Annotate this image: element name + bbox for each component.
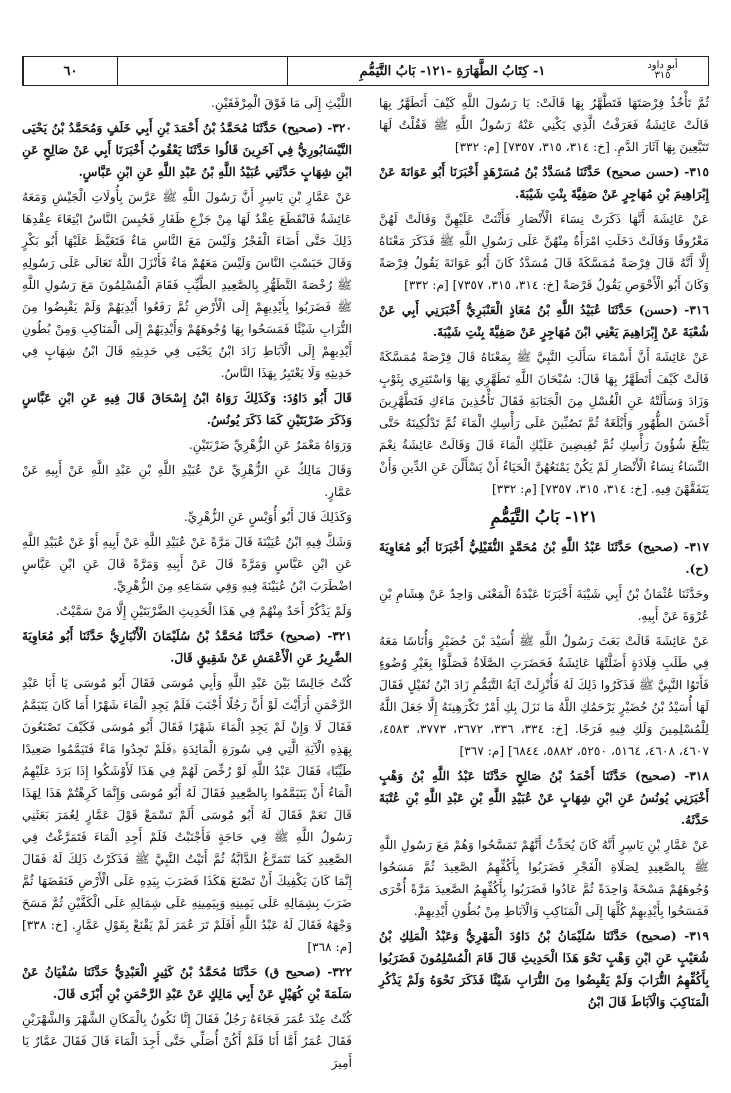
chapter-heading: ١٢١- بَابُ التَّيَمُّمِ (490, 507, 598, 526)
book-page: ٣١٥ (654, 70, 671, 81)
note-line: وَقَالَ مَالِكٌ عَنِ الزُّهْرِيِّ عَنْ عُبَيْدِ اللَّهِ بْنِ عَبْدِ اللَّهِ عَنْ أَبِيهِ عَنْ عَمَّارٍ. (22, 463, 352, 499)
hadith-321-matn: كُنْتُ جَالِسًا بَيْنَ عَبْدِ اللَّهِ وَأَبِي مُوسَى فَقَالَ أَبُو مُوسَى يَا أَبَا عَبْدِ الرَّحْمَنِ أَرَأَيْتَ لَوْ أَنَّ رَجُلًا أَجْنَبَ فَلَمْ يَجِدِ الْمَاءَ شَهْرًا أَمَا كَانَ يَتَيَمَّمُ فَقَالَ لَا وَإِنْ لَمْ يَجِدِ الْمَاءَ شَهْرًا فَقَالَ أَبُو مُوسَى فَكَيْفَ تَصْنَعُونَ بِهَذِهِ الْآيَةِ الَّتِي فِي سُورَةِ الْمَائِدَةِ ﴿فَلَمْ تَجِدُوا مَاءً فَتَيَمَّمُوا صَعِيدًا طَيِّبًا﴾ فَقَالَ عَبْدُ اللَّهِ لَوْ رُخِّصَ لَهُمْ فِي هَذَا لَأَوْشَكُوا إِذَا بَرَدَ عَلَيْهِمُ الْمَاءُ أَنْ يَتَيَمَّمُوا بِالصَّعِيدِ فَقَالَ لَهُ أَبُو مُوسَى وَإِنَّمَا كَرِهْتُمْ هَذَا لِهَذَا قَالَ نَعَمْ فَقَالَ لَهُ أَبُو مُوسَى أَلَمْ تَسْمَعْ قَوْلَ عَمَّارٍ لِعُمَرَ بَعَثَنِي رَسُولُ اللَّهِ ﷺ فِي حَاجَةٍ فَأَجْنَبْتُ فَلَمْ أَجِدِ الْمَاءَ فَتَمَرَّغْتُ فِي الصَّعِيدِ كَمَا تَتَمَرَّغُ الدَّابَّةُ ثُمَّ أَتَيْتُ النَّبِيَّ ﷺ فَذَكَرْتُ ذَلِكَ لَهُ فَقَالَ إِنَّمَا كَانَ يَكْفِيكَ أَنْ تَصْنَعَ هَكَذَا فَضَرَبَ بِيَدِهِ عَلَى الْأَرْضِ فَنَفَضَهَا ثُمَّ ضَرَبَ بِشِمَالِهِ عَلَى يَمِينِهِ وَبِيَمِينِهِ عَلَى شِمَالِهِ عَلَى الْكَفَّيْنِ ثُمَّ مَسَحَ وَجْهَهُ فَقَالَ لَهُ عَبْدُ اللَّهِ أَفَلَمْ تَرَ عُمَرَ لَمْ يَقْنَعْ بِقَوْلِ عَمَّارٍ. [خ: ٣٣٨] [م: ٣٦٨] (22, 676, 352, 954)
abu-dawud-note: قَالَ أَبُو دَاوُدَ: وَكَذَلِكَ رَوَاهُ ابْنُ إِسْحَاقَ قَالَ فِيهِ عَنِ ابْنِ عَبَّاسٍ وَذَكَرَ ضَرْبَتَيْنِ كَمَا ذَكَرَ يُونُسُ. (22, 391, 352, 427)
book-name: أبو داود (647, 59, 678, 71)
hadith-320-matn: عَنْ عَمَّارِ بْنِ يَاسِرٍ أَنَّ رَسُولَ اللَّهِ ﷺ عَرَّسَ بِأُولَاتِ الْجَيْشِ وَمَعَهُ عَائِشَةُ فَانْقَطَعَ عِقْدٌ لَهَا مِنْ جَزْعِ ظَفَارِ فَحُبِسَ النَّاسُ ابْتِغَاءَ عِقْدِهَا ذَلِكَ حَتَّى أَضَاءَ الْفَجْرُ وَلَيْسَ مَعَ النَّاسِ مَاءٌ فَتَغَيَّظَ عَلَيْهَا أَبُو بَكْرٍ وَقَالَ حَبَسْتِ النَّاسَ وَلَيْسَ مَعَهُمْ مَاءٌ فَأَنْزَلَ اللَّهُ تَعَالَى عَلَى رَسُولِهِ ﷺ رُخْصَةَ التَّطَهُّرِ بِالصَّعِيدِ الطَّيِّبِ فَقَامَ الْمُسْلِمُونَ مَعَ رَسُولِ اللَّهِ ﷺ فَضَرَبُوا بِأَيْدِيهِمْ إِلَى الْأَرْضِ ثُمَّ رَفَعُوا أَيْدِيَهُمْ وَلَمْ يَقْبِضُوا مِنَ التُّرَابِ شَيْئًا فَمَسَحُوا بِهَا وُجُوهَهُمْ وَأَيْدِيَهُمْ إِلَى الْمَنَاكِبِ وَمِنْ بُطُونِ أَيْدِيهِمْ إِلَى الْآبَاطِ زَادَ ابْنُ يَحْيَى فِي حَدِيثِهِ قَالَ ابْنُ شِهَابٍ فِي حَدِيثِهِ وَلَا يَعْتَبِرُ بِهَذَا النَّاسُ. (22, 190, 352, 380)
book-marker (617, 57, 708, 85)
hadith-317-isnad-2: وحَدَّثَنَا عُثْمَانُ بْنُ أَبِي شَيْبَةَ أَخْبَرَنَا عَبْدَةُ الْمَعْنَى وَاحِدٌ عَنْ هِشَامِ بْنِ عُرْوَةَ عَنْ أَبِيهِ. (379, 587, 709, 623)
hadith-318-matn: عَنْ عَمَّارِ بْنِ يَاسِرٍ أَنَّهُ كَانَ يُحَدِّثُ أَنَّهُمْ تَمَسَّحُوا وَهُمْ مَعَ رَسُولِ اللَّهِ ﷺ بِالصَّعِيدِ لِصَلَاةِ الْفَجْرِ فَضَرَبُوا بِأَكُفِّهِمُ الصَّعِيدَ ثُمَّ مَسَحُوا وُجُوهَهُمْ مَسْحَةً وَاحِدَةً ثُمَّ عَادُوا فَضَرَبُوا بِأَكُفِّهِمُ الصَّعِيدَ مَرَّةً أُخْرَى فَمَسَحُوا بِأَيْدِيهِمْ كُلِّهَا إِلَى الْمَنَاكِبِ وَالْآبَاطِ مِنْ بُطُونِ أَيْدِيهِمْ. (379, 838, 709, 918)
running-header (22, 56, 709, 86)
hadith-317-matn: عَنْ عَائِشَةَ قَالَتْ بَعَثَ رَسُولُ اللَّهِ ﷺ أُسَيْدَ بْنَ حُضَيْرٍ وَأُنَاسًا مَعَهُ فِي طَلَبِ قِلَادَةٍ أَضَلَّتْهَا عَائِشَةُ فَحَضَرَتِ الصَّلَاةُ فَصَلَّوْا بِغَيْرِ وُضُوءٍ فَأَتَوُا النَّبِيَّ ﷺ فَذَكَرُوا ذَلِكَ لَهُ فَأُنْزِلَتْ آيَةُ التَّيَمُّمِ زَادَ ابْنُ نُفَيْلٍ فَقَالَ لَهَا أُسَيْدُ بْنُ حُضَيْرٍ يَرْحَمُكِ اللَّهُ مَا نَزَلَ بِكِ أَمْرٌ تَكْرَهِينَهُ إِلَّا جَعَلَ اللَّهُ لِلْمُسْلِمِينَ وَلَكِ فِيهِ فَرَجًا. [خ: ٣٣٤، ٣٣٦، ٣٦٧٢، ٣٧٧٣، ٤٥٨٣، ٤٦٠٧، ٤٦٠٨، ٥١٦٤، ٥٢٥٠، ٥٨٨٢، ٦٨٤٤] [م: ٣٦٧] (379, 634, 709, 758)
hadith-322-isnad: ٣٢٢- (صحيح ق) حَدَّثَنَا مُحَمَّدُ بْنُ كَثِيرٍ الْعَبْدِيُّ حَدَّثَنَا سُفْيَانُ عَنْ سَلَمَةَ بْنِ كُهَيْلٍ عَنْ أَبِي مَالِكٍ عَنْ عَبْدِ الرَّحْمَنِ بْنِ أَبْزَى قَالَ. (22, 965, 352, 1001)
hadith-315-isnad: ٣١٥- (حسن صحيح) حَدَّثَنَا مُسَدَّدُ بْنُ مُسَرْهَدٍ أَخْبَرَنَا أَبُو عَوَانَةَ عَنْ إِبْرَاهِيمَ بْنِ مُهَاجِرٍ عَنْ صَفِيَّةَ بِنْتِ شَيْبَةَ. (379, 165, 709, 201)
hadith-316-isnad: ٣١٦- (حسن) حَدَّثَنَا عُبَيْدُ اللَّهِ بْنُ مُعَاذٍ الْعَنْبَرِيُّ أَخْبَرَنِي أَبِي عَنْ شُعْبَةَ عَنْ إِبْرَاهِيمَ يَعْنِي ابْنَ مُهَاجِرٍ عَنْ صَفِيَّةَ بِنْتِ شَيْبَةَ. (379, 303, 709, 339)
paragraph: ثُمَّ تَأْخُذُ فِرْصَتَهَا فَتَطَّهَّرُ بِهَا قَالَتْ: يَا رَسُولَ اللَّهِ كَيْفَ أَتَطَهَّرُ بِهَا قَالَتْ عَائِشَةُ فَعَرَفْتُ الَّذِي يَكْنِي عَنْهُ رَسُولُ اللَّهِ ﷺ فَقُلْتُ لَهَا تَتَبَّعِينَ بِهَا آثَارَ الدَّمِ. [خ: ٣١٤، ٣١٥، ٧٣٥٧] [م: ٣٣٢] (379, 96, 709, 154)
hadith-316-matn: عَنْ عَائِشَةَ أَنَّ أَسْمَاءَ سَأَلَتِ النَّبِيَّ ﷺ بِمَعْنَاهُ قَالَ فِرْصَةً مُمَسَّكَةً قَالَتْ كَيْفَ أَتَطَهَّرُ بِهَا قَالَ: سُبْحَانَ اللَّهِ تَطَهَّرِي بِهَا وَاسْتَتِرِي بِثَوْبٍ وَزَادَ وَسَأَلَتْهُ عَنِ الْغُسْلِ مِنَ الْجَنَابَةِ فَقَالَ تَأْخُذِينَ مَاءَكِ فَتَطَّهَّرِينَ أَحْسَنَ الطُّهُورِ وَأَبْلَغَهُ ثُمَّ تَصُبِّينَ عَلَى رَأْسِكِ الْمَاءَ ثُمَّ تَدْلُكِينَهُ حَتَّى يَبْلُغَ شُؤُونَ رَأْسِكِ ثُمَّ تُفِيضِينَ عَلَيْكِ الْمَاءَ قَالَ وَقَالَتْ عَائِشَةُ نِعْمَ النِّسَاءُ نِسَاءُ الْأَنْصَارِ لَمْ يَكُنْ يَمْنَعُهُنَّ الْحَيَاءُ أَنْ يَسْأَلْنَ عَنِ الدِّينِ وَأَنْ يَتَفَقَّهْنَ فِيهِ. [خ: ٣١٤، ٣١٥، ٧٣٥٧] [م: ٣٣٢] (379, 350, 709, 496)
hadith-315-matn: عَنْ عَائِشَةَ أَنَّهَا ذَكَرَتْ نِسَاءَ الْأَنْصَارِ فَأَثْنَتْ عَلَيْهِنَّ وَقَالَتْ لَهُنَّ مَعْرُوفًا وَقَالَتْ دَخَلَتِ امْرَأَةٌ مِنْهُنَّ عَلَى رَسُولِ اللَّهِ ﷺ فَذَكَرَ مَعْنَاهُ إِلَّا أَنَّهُ قَالَ فِرْصَةً مُمَسَّكَةً قَالَ مُسَدَّدٌ كَانَ أَبُو عَوَانَةَ يَقُولُ فِرْصَةً وَكَانَ أَبُو الْأَحْوَصِ يَقُولُ قَرْصَةً [خ: ٣١٤، ٣١٥، ٧٣٥٧] [م: ٣٣٢] (379, 212, 709, 292)
header-title: ١- كِتَابُ الطَّهَارَةِ -١٢١- بَابُ التَّيَمُّمِ (287, 57, 617, 85)
right-column (379, 92, 709, 1016)
hadith-321-isnad: ٣٢١- (صحيح) حَدَّثَنَا مُحَمَّدُ بْنُ سُلَيْمَانَ الْأَنْبَارِيُّ حَدَّثَنَا أَبُو مُعَاوِيَةَ الضَّرِيرُ عَنِ الْأَعْمَشِ عَنْ شَقِيقٍ قَالَ. (22, 629, 352, 665)
left-column (22, 92, 352, 1077)
note-line: وَكَذَلِكَ قَالَ أَبُو أُوَيْسٍ عَنِ الزُّهْرِيِّ. (183, 510, 352, 524)
page-number: ٦٠ (23, 57, 117, 85)
note-line: وَشَكَّ فِيهِ ابْنُ عُيَيْنَةَ قَالَ مَرَّةً عَنْ عُبَيْدِ اللَّهِ عَنْ أَبِيهِ أَوْ عَنْ عُبَيْدِ اللَّهِ عَنِ ابْنِ عَبَّاسٍ وَمَرَّةً قَالَ عَنْ أَبِيهِ وَمَرَّةً قَالَ عَنِ ابْنِ عَبَّاسٍ اضْطَرَبَ ابْنُ عُيَيْنَةَ فِيهِ وَفِي سَمَاعِهِ مِنَ الزُّهْرِيِّ. (22, 535, 352, 593)
hadith-317-isnad: ٣١٧- (صحيح) حَدَّثَنَا عَبْدُ اللَّهِ بْنُ مُحَمَّدٍ النُّفَيْلِيُّ أَخْبَرَنَا أَبُو مُعَاوِيَةَ (ح). (379, 540, 709, 576)
page (22, 56, 709, 1086)
paragraph: اللَّيْثِ إِلَى مَا فَوْقَ الْمِرْفَقَيْنِ. (210, 96, 352, 110)
hadith-320-isnad: ٣٢٠- (صحيح) حَدَّثَنَا مُحَمَّدُ بْنُ أَحْمَدَ بْنِ أَبِي خَلَفٍ وَمُحَمَّدُ بْنُ يَحْيَى النَّيْسَابُورِيُّ فِي آخَرِينَ قَالُوا حَدَّثَنَا يَعْقُوبُ أَخْبَرَنَا أَبِي عَنْ صَالِحٍ عَنِ ابْنِ شِهَابٍ حَدَّثَنِي عُبَيْدُ اللَّهِ بْنُ عَبْدِ اللَّهِ عَنِ ابْنِ عَبَّاسٍ. (22, 121, 352, 179)
note-line: وَلَمْ يَذْكُرْ أَحَدٌ مِنْهُمْ فِي هَذَا الْحَدِيثِ الضَّرْبَتَيْنِ إِلَّا مَنْ سَمَّيْتُ. (55, 604, 352, 618)
note-line: وَرَوَاهُ مَعْمَرٌ عَنِ الزُّهْرِيِّ ضَرْبَتَيْنِ. (188, 438, 352, 452)
header-spacer (117, 57, 287, 85)
hadith-319-isnad: ٣١٩- (صحيح) حَدَّثَنَا سُلَيْمَانُ بْنُ دَاوُدَ الْمَهْرِيُّ وَعَبْدُ الْمَلِكِ بْنُ شُعَيْبٍ عَنِ ابْنِ وَهْبٍ نَحْوَ هَذَا الْحَدِيثِ قَالَ قَامَ الْمُسْلِمُونَ فَضَرَبُوا بِأَكُفِّهِمُ التُّرَابَ وَلَمْ يَقْبِضُوا مِنَ التُّرَابِ شَيْئًا فَذَكَرَ نَحْوَهُ وَلَمْ يَذْكُرِ الْمَنَاكِبَ وَالْآبَاطَ قَالَ ابْنُ (379, 929, 709, 1009)
hadith-318-isnad: ٣١٨- (صحيح) حَدَّثَنَا أَحْمَدُ بْنُ صَالِحٍ حَدَّثَنَا عَبْدُ اللَّهِ بْنُ وَهْبٍ أَخْبَرَنِي يُونُسُ عَنِ ابْنِ شِهَابٍ عَنْ عُبَيْدِ اللَّهِ بْنِ عَبْدِ اللَّهِ بْنِ عُتْبَةَ حَدَّثَهُ. (379, 769, 709, 827)
hadith-322-matn: كُنْتُ عِنْدَ عُمَرَ فَجَاءَهُ رَجُلٌ فَقَالَ إِنَّا نَكُونُ بِالْمَكَانِ الشَّهْرَ وَالشَّهْرَيْنِ فَقَالَ عُمَرُ أَمَّا أَنَا فَلَمْ أَكُنْ أُصَلِّي حَتَّى أَجِدَ الْمَاءَ قَالَ فَقَالَ عَمَّارٌ يَا أَمِيرَ (22, 1012, 352, 1070)
